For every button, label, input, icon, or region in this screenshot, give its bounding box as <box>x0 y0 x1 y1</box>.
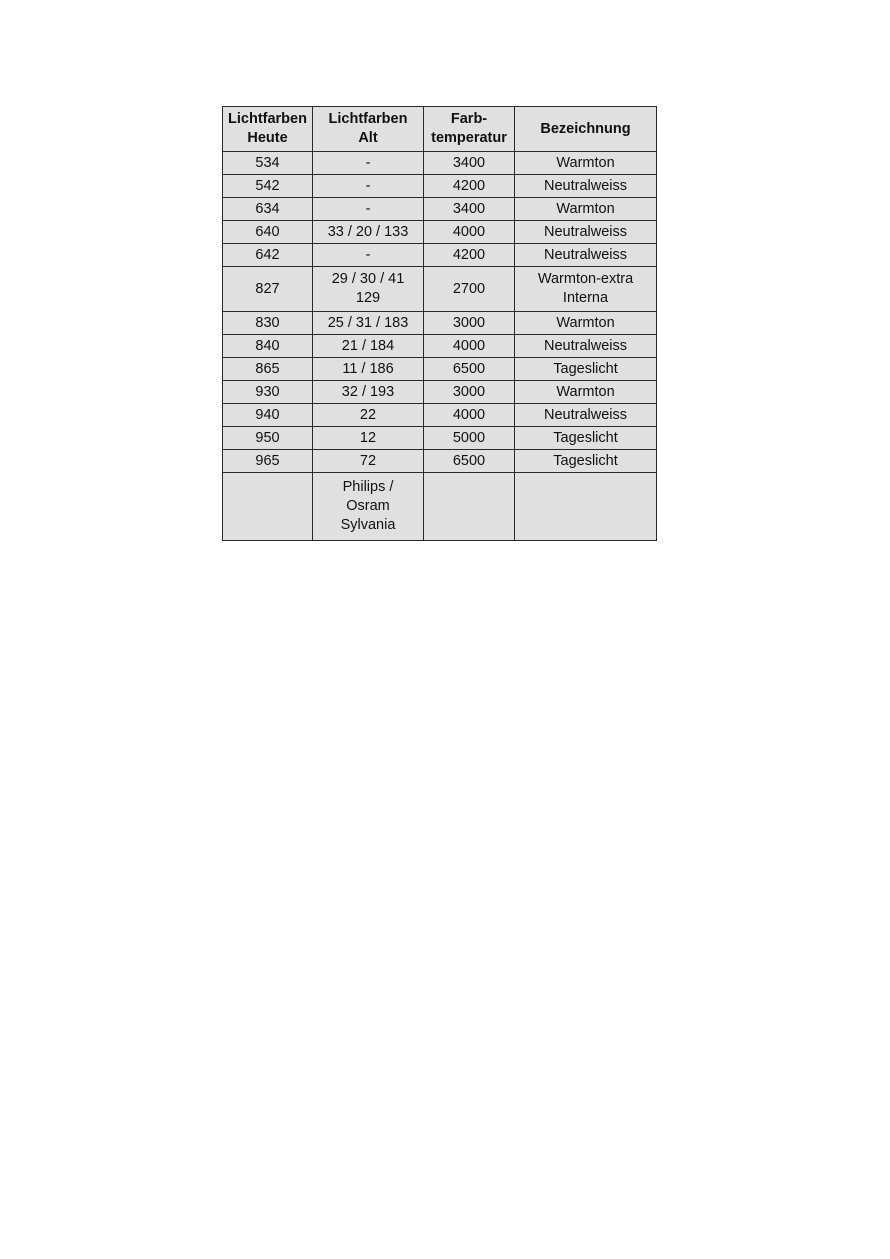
cell-text-line: - <box>365 246 371 263</box>
cell-farbtemperatur <box>424 267 515 312</box>
cell-lichtfarbe-alt <box>313 198 424 221</box>
cell-farbtemperatur <box>424 473 515 541</box>
cell-lichtfarbe-heute <box>223 152 313 175</box>
cell-text-line: 4000 <box>452 337 486 354</box>
cell-text-line: 840 <box>255 337 280 354</box>
cell-text-line: 542 <box>255 177 280 194</box>
table-row <box>223 404 657 427</box>
cell-farbtemperatur <box>424 312 515 335</box>
cell-bezeichnung <box>515 198 657 221</box>
cell-lichtfarbe-heute <box>223 244 313 267</box>
cell-lichtfarbe-heute <box>223 312 313 335</box>
cell-lichtfarbe-heute <box>223 473 313 541</box>
cell-text-line: 72 <box>359 452 377 469</box>
cell-text-line: 642 <box>255 246 280 263</box>
cell-text-line: 830 <box>255 314 280 331</box>
cell-text-line: 930 <box>255 383 280 400</box>
cell-lichtfarbe-alt <box>313 312 424 335</box>
cell-text-line: 129 <box>355 290 381 306</box>
cell-bezeichnung <box>515 267 657 312</box>
cell-text-line: - <box>365 177 371 194</box>
cell-text-line: Sylvania <box>340 517 396 533</box>
cell-text-line: 640 <box>255 223 280 240</box>
cell-lichtfarbe-alt <box>313 221 424 244</box>
cell-text-line: Osram <box>346 498 390 514</box>
cell-text-line: Warmton <box>556 314 615 331</box>
cell-lichtfarbe-alt <box>313 335 424 358</box>
cell-text-line: temperatur <box>431 130 507 146</box>
table-row <box>223 221 657 244</box>
cell-text-line: Neutralweiss <box>544 337 627 354</box>
cell-text-line: Farb- <box>450 111 488 127</box>
table-row <box>223 358 657 381</box>
cell-farbtemperatur <box>424 175 515 198</box>
cell-bezeichnung <box>515 244 657 267</box>
cell-text-line: 4000 <box>452 406 486 423</box>
cell-text-line: 4200 <box>452 246 486 263</box>
table-row <box>223 152 657 175</box>
table-row <box>223 175 657 198</box>
cell-farbtemperatur <box>424 152 515 175</box>
cell-lichtfarbe-heute <box>223 198 313 221</box>
cell-lichtfarbe-heute <box>223 358 313 381</box>
header-lichtfarben-heute <box>223 107 313 152</box>
cell-lichtfarbe-alt <box>313 358 424 381</box>
cell-text-line: Warmton <box>556 383 615 400</box>
cell-lichtfarbe-alt <box>313 450 424 473</box>
cell-bezeichnung <box>515 381 657 404</box>
table-row <box>223 450 657 473</box>
cell-bezeichnung <box>515 175 657 198</box>
cell-farbtemperatur <box>424 244 515 267</box>
cell-bezeichnung <box>515 221 657 244</box>
cell-text-line: 3400 <box>452 154 486 171</box>
cell-text-line: Warmton <box>556 200 615 217</box>
cell-text-line: - <box>365 154 371 171</box>
cell-text-line: 950 <box>255 429 280 446</box>
cell-text-line: Interna <box>562 290 609 306</box>
cell-text-line: 32 / 193 <box>341 383 395 400</box>
cell-lichtfarbe-heute <box>223 381 313 404</box>
table-row <box>223 312 657 335</box>
cell-lichtfarbe-alt <box>313 473 424 541</box>
cell-lichtfarbe-alt <box>313 404 424 427</box>
cell-lichtfarbe-alt <box>313 267 424 312</box>
table-row <box>223 198 657 221</box>
cell-farbtemperatur <box>424 198 515 221</box>
cell-text-line: Neutralweiss <box>544 177 627 194</box>
table-header <box>223 107 657 152</box>
cell-lichtfarbe-heute <box>223 404 313 427</box>
cell-farbtemperatur <box>424 427 515 450</box>
header-lichtfarben-alt <box>313 107 424 152</box>
cell-text-line: Lichtfarben <box>228 111 307 127</box>
cell-bezeichnung <box>515 335 657 358</box>
cell-text-line: 12 <box>359 429 377 446</box>
cell-text-line: 6500 <box>452 452 486 469</box>
cell-farbtemperatur <box>424 404 515 427</box>
cell-lichtfarbe-alt <box>313 381 424 404</box>
header-bezeichnung <box>515 107 657 152</box>
cell-text-line: Alt <box>358 130 378 146</box>
cell-text-line: 6500 <box>452 360 486 377</box>
cell-text-line: Heute <box>247 130 288 146</box>
cell-text-line: 4200 <box>452 177 486 194</box>
cell-lichtfarbe-heute <box>223 450 313 473</box>
table-row <box>223 381 657 404</box>
cell-text-line: 965 <box>255 452 280 469</box>
cell-text-line: Tageslicht <box>553 452 618 469</box>
cell-lichtfarbe-alt <box>313 175 424 198</box>
cell-text-line: 3000 <box>452 383 486 400</box>
cell-text-line: 865 <box>255 360 280 377</box>
cell-text-line: 33 / 20 / 133 <box>327 223 409 240</box>
cell-text-line: - <box>365 200 371 217</box>
cell-bezeichnung <box>515 427 657 450</box>
cell-bezeichnung <box>515 473 657 541</box>
table-row <box>223 244 657 267</box>
cell-lichtfarbe-alt <box>313 152 424 175</box>
cell-text-line: 634 <box>255 200 280 217</box>
cell-text-line: Warmton <box>556 154 615 171</box>
cell-farbtemperatur <box>424 381 515 404</box>
cell-text-line: 25 / 31 / 183 <box>327 314 409 331</box>
light-color-table-container <box>222 106 657 541</box>
table-row <box>223 267 657 312</box>
cell-bezeichnung <box>515 152 657 175</box>
cell-bezeichnung <box>515 404 657 427</box>
cell-text-line: Neutralweiss <box>544 246 627 263</box>
cell-text-line: 5000 <box>452 429 486 446</box>
cell-text-line: 3000 <box>452 314 486 331</box>
cell-bezeichnung <box>515 358 657 381</box>
header-row <box>223 107 657 152</box>
table-row <box>223 473 657 541</box>
cell-text-line: 534 <box>255 154 280 171</box>
table-row <box>223 335 657 358</box>
cell-bezeichnung <box>515 312 657 335</box>
cell-text-line: 2700 <box>452 280 486 297</box>
cell-text-line: 3400 <box>452 200 486 217</box>
cell-farbtemperatur <box>424 358 515 381</box>
cell-text-line: Neutralweiss <box>544 223 627 240</box>
table-body <box>223 152 657 541</box>
cell-text-line: Philips / <box>342 479 394 495</box>
cell-text-line: Tageslicht <box>553 360 618 377</box>
cell-lichtfarbe-heute <box>223 267 313 312</box>
cell-text-line: 827 <box>255 280 280 297</box>
table-row <box>223 427 657 450</box>
cell-lichtfarbe-heute <box>223 175 313 198</box>
cell-text-line: Bezeichnung <box>540 120 631 137</box>
cell-text-line: Tageslicht <box>553 429 618 446</box>
header-farbtemperatur <box>424 107 515 152</box>
cell-farbtemperatur <box>424 450 515 473</box>
cell-lichtfarbe-alt <box>313 427 424 450</box>
light-color-table <box>222 106 657 541</box>
cell-lichtfarbe-alt <box>313 244 424 267</box>
cell-text-line: 940 <box>255 406 280 423</box>
cell-text-line: 4000 <box>452 223 486 240</box>
cell-text-line: 21 / 184 <box>341 337 395 354</box>
cell-farbtemperatur <box>424 221 515 244</box>
cell-text-line: 11 / 186 <box>342 360 394 377</box>
cell-text-line: Lichtfarben <box>328 111 408 127</box>
cell-text-line: 29 / 30 / 41 <box>331 271 405 287</box>
cell-text-line: 22 <box>359 406 377 423</box>
cell-lichtfarbe-heute <box>223 335 313 358</box>
cell-bezeichnung <box>515 450 657 473</box>
cell-farbtemperatur <box>424 335 515 358</box>
cell-text-line: Neutralweiss <box>544 406 627 423</box>
cell-lichtfarbe-heute <box>223 221 313 244</box>
cell-lichtfarbe-heute <box>223 427 313 450</box>
cell-text-line: Warmton-extra <box>537 271 634 287</box>
